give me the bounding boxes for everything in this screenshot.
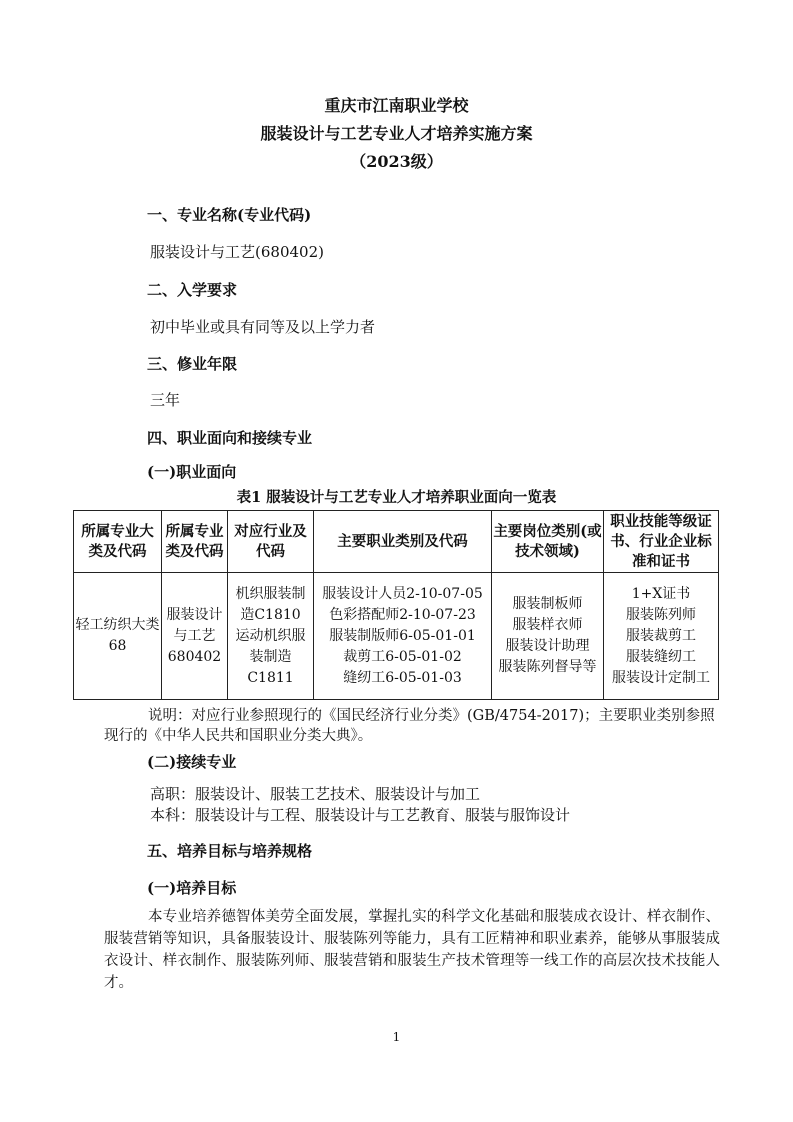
cell-line: 服装陈列督导等 <box>498 659 597 675</box>
grade-label: （2023级） <box>350 152 443 171</box>
plan-title: 服装设计与工艺专业人才培养实施方案 <box>260 124 533 143</box>
table-header-cell: 所属专业大类及代码 <box>74 511 162 573</box>
section-4-heading: 四、职业面向和接续专业 <box>147 429 313 447</box>
table-header-cell: 主要职业类别及代码 <box>314 511 492 573</box>
school-name: 重庆市江南职业学校 <box>324 96 469 115</box>
cell-line: 服装缝纫工 <box>626 648 696 665</box>
study-duration: 三年 <box>150 391 181 409</box>
cell-line: 服装设计助理 <box>505 638 590 654</box>
cell-line: 机织服装制造C1810 <box>235 585 306 623</box>
section-5-sub-goal: (一)培养目标 <box>147 879 237 897</box>
continue-higher-vocational: 高职：服装设计、服装工艺技术、服装设计与加工 <box>150 785 481 803</box>
continue-bachelor: 本科：服装设计与工程、服装设计与工艺教育、服装与服饰设计 <box>150 806 571 824</box>
cell-line: 服装设计人员2-10-07-05 <box>322 585 483 602</box>
cell-line: 服装制板师 <box>512 596 583 612</box>
section-4-sub-continue: (二)接续专业 <box>147 753 237 771</box>
table-header-cell: 对应行业及代码 <box>228 511 314 573</box>
table-header-row <box>74 511 719 573</box>
cell-line: 色彩搭配师2-10-07-23 <box>329 606 476 623</box>
cell-line: 缝纫工6-05-01-03 <box>343 669 462 686</box>
cell-line: 运动机织服装制造C1811 <box>235 627 306 686</box>
section-2-heading: 二、入学要求 <box>147 281 238 299</box>
cell-line: 服装样衣师 <box>512 617 583 633</box>
table-header-cell: 所属专业类及代码 <box>162 511 228 573</box>
section-1-heading: 一、专业名称(专业代码) <box>147 206 312 224</box>
page-number: 1 <box>392 1030 401 1044</box>
section-5-heading: 五、培养目标与培养规格 <box>147 842 313 860</box>
table-header-cell: 主要岗位类别(或技术领域) <box>492 511 604 573</box>
table-row <box>74 573 719 700</box>
cell-line: 服装设计定制工 <box>612 669 710 686</box>
table-header-cell: 职业技能等级证书、行业企业标准和证书 <box>604 511 719 573</box>
section-3-heading: 三、修业年限 <box>147 355 238 373</box>
section-4-sub-career: (一)职业面向 <box>147 463 237 481</box>
major-name-code: 服装设计与工艺(680402) <box>150 243 324 261</box>
admission-requirement: 初中毕业或具有同等及以上学力者 <box>150 318 376 336</box>
training-goal-paragraph: 本专业培养德智体美劳全面发展，掌握扎实的科学文化基础和服装成衣设计、样衣制作、服装营销等知识，具备服装设计、服装陈列等能力，具有工匠精神和职业素养，能够从事服装成衣设计、样衣制作、服装陈列师、服装营销和服装生产技术管理等一线工作的高层次技术技能人才。 <box>104 909 720 991</box>
table-caption: 表1 服装设计与工艺专业人才培养职业面向一览表 <box>236 489 557 506</box>
cell-line: 裁剪工6-05-01-02 <box>343 648 462 665</box>
cell-line: 1+X证书 <box>631 585 691 602</box>
cell-line: 服装制版师6-05-01-01 <box>329 627 476 644</box>
table-cell-major-class: 服装设计与工艺680402 <box>162 573 228 700</box>
table-cell-occupations <box>314 573 492 700</box>
career-orientation-table <box>73 510 719 700</box>
cell-line: 服装裁剪工 <box>626 627 696 644</box>
cell-line: 服装陈列师 <box>626 606 696 623</box>
table-cell-certificates <box>604 573 719 700</box>
table-cell-category: 轻工纺织大类68 <box>74 573 162 700</box>
table-cell-positions <box>492 573 604 700</box>
table-cell-industry <box>228 573 314 700</box>
table-note: 说明：对应行业参照现行的《国民经济行业分类》(GB/4754-2017)；主要职业类别参照现行的《中华人民共和国职业分类大典》。 <box>104 708 715 744</box>
